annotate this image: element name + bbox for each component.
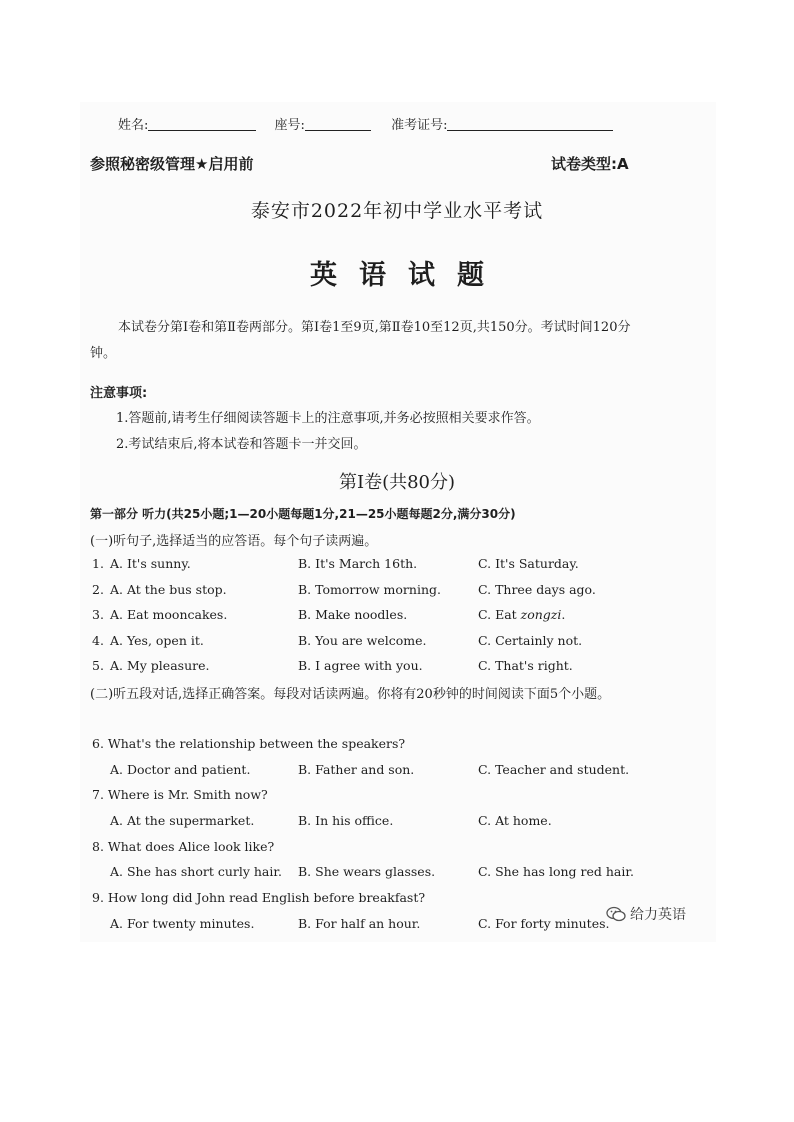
option-row	[0, 762, 794, 782]
option-c: C. At home.	[478, 813, 552, 828]
question-number: 3.	[92, 607, 104, 622]
question-number: 2.	[92, 582, 104, 597]
option-a: A. Doctor and patient.	[110, 762, 251, 777]
option-c: C. She has long red hair.	[478, 864, 634, 879]
question-number: 4.	[92, 633, 104, 648]
option-c: C. That's right.	[478, 658, 573, 673]
option-b: B. In his office.	[298, 813, 394, 828]
option-b: B. For half an hour.	[298, 916, 421, 931]
wechat-icon	[606, 906, 626, 922]
note-item: 2.考试结束后,将本试卷和答题卡一并交回。	[116, 437, 367, 452]
question-stem: 7. Where is Mr. Smith now?	[92, 787, 268, 802]
question-stem: 8. What does Alice look like?	[92, 839, 275, 854]
question-stem: 6. What's the relationship between the speakers?	[92, 736, 406, 751]
option-row	[0, 864, 794, 884]
paper-type: 试卷类型:A	[551, 155, 629, 173]
option-c-prefix: C. Eat	[478, 607, 521, 622]
option-b: B. Father and son.	[298, 762, 415, 777]
option-a: A. Eat mooncakes.	[110, 607, 228, 622]
seat-blank	[305, 118, 371, 131]
subject-title: 英语试题	[310, 260, 506, 291]
question-number: 1.	[92, 556, 104, 571]
option-c: C. Three days ago.	[478, 582, 596, 597]
question-row	[0, 582, 794, 602]
option-c: C. Teacher and student.	[478, 762, 630, 777]
option-row	[0, 813, 794, 833]
option-c	[478, 607, 565, 622]
option-a: A. At the supermarket.	[110, 813, 255, 828]
part1-heading: 第一部分 听力(共25小题;1—20小题每题1分,21—25小题每题2分,满分30分)	[90, 507, 516, 521]
secrecy-notice: 参照秘密级管理★启用前	[90, 155, 254, 173]
option-a: A. It's sunny.	[110, 556, 191, 571]
option-b: B. Make noodles.	[298, 607, 408, 622]
section1-instruction: (一)听句子,选择适当的应答语。每个句子读两遍。	[90, 534, 378, 549]
section2-instruction: (二)听五段对话,选择正确答案。每段对话读两遍。你将有20秒钟的时间阅读下面5个小题。	[90, 687, 611, 702]
option-a: A. At the bus stop.	[110, 582, 227, 597]
question-row	[0, 658, 794, 678]
question-row	[0, 607, 794, 627]
name-blank	[148, 118, 256, 131]
option-a: A. For twenty minutes.	[110, 916, 255, 931]
exam-title: 泰安市2022年初中学业水平考试	[250, 200, 544, 222]
question-stem: 9. How long did John read English before breakfast?	[92, 890, 426, 905]
option-a: A. My pleasure.	[110, 658, 210, 673]
option-b: B. I agree with you.	[298, 658, 423, 673]
ticket-blank	[447, 118, 613, 131]
option-c: C. It's Saturday.	[478, 556, 579, 571]
option-c: C. Certainly not.	[478, 633, 583, 648]
note-item: 1.答题前,请考生仔细阅读答题卡上的注意事项,并务必按照相关要求作答。	[116, 411, 540, 426]
option-a: A. She has short curly hair.	[110, 864, 282, 879]
option-c-suffix: .	[561, 607, 566, 622]
watermark-text: 给力英语	[630, 907, 686, 923]
option-c: C. For forty minutes.	[478, 916, 610, 931]
watermark	[606, 904, 686, 924]
option-c-italic: zongzi	[520, 607, 562, 622]
ticket-label: 准考证号:	[391, 118, 448, 133]
question-row	[0, 556, 794, 576]
option-b: B. She wears glasses.	[298, 864, 436, 879]
notes-heading: 注意事项:	[90, 386, 148, 401]
intro-paragraph: 本试卷分第Ⅰ卷和第Ⅱ卷两部分。第Ⅰ卷1至9页,第Ⅱ卷10至12页,共150分。考试时间120分钟。	[90, 320, 631, 361]
name-label: 姓名:	[118, 118, 149, 133]
candidate-info-line	[118, 114, 613, 133]
option-b: B. Tomorrow morning.	[298, 582, 441, 597]
seat-label: 座号:	[274, 118, 305, 133]
option-b: B. You are welcome.	[298, 633, 427, 648]
option-a: A. Yes, open it.	[110, 633, 204, 648]
question-row	[0, 633, 794, 653]
option-b: B. It's March 16th.	[298, 556, 418, 571]
volume-title: 第Ⅰ卷(共80分)	[338, 472, 456, 493]
question-number: 5.	[92, 658, 104, 673]
